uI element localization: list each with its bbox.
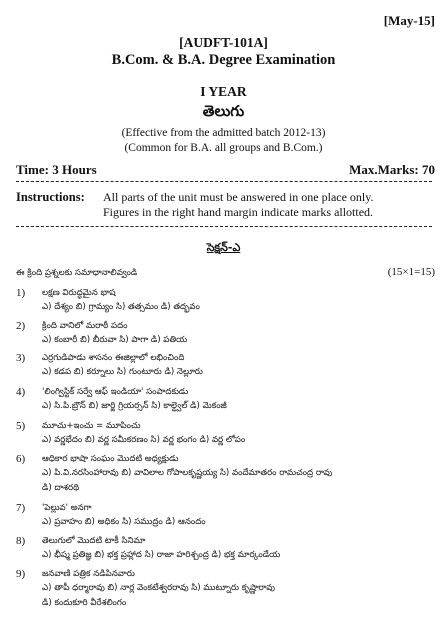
question-options: డి) కందుకూరి వీరేశలింగం: [42, 598, 127, 608]
time-label: Time: 3 Hours: [16, 162, 97, 177]
question-number: 6): [16, 453, 26, 465]
question-number: 7): [16, 502, 26, 514]
question-options: ఎ) ప్రవాహం బి) అధికం సి) సముద్రం డి) ఆనందం: [42, 517, 206, 527]
question-options: ఎ) సి.పి.బ్రౌన్ బి) జార్జి గ్రియర్సన్ సి) కాల్డ్వెల్ డి) మెకంజీ: [42, 401, 227, 411]
question-text: జనవాణి పత్రిక నడిపినవారు: [42, 569, 135, 579]
question-number: 1): [16, 287, 26, 299]
question-options: ఎ) వర్ణభేదం బి) వర్ణ సమీకరణం సి) వర్ణ భంగం డి) వర్ణ లోపం: [42, 435, 246, 445]
question-number: 5): [16, 420, 26, 432]
subject-title: తెలుగు: [202, 102, 245, 120]
question-text: ఎర్రగుడిపాడు శాసనం ఈజిల్లాలో లభించింది: [42, 353, 185, 363]
question-options: ఎ) కడప బి) కర్నూలు సి) గుంటూరు డి) నెల్లూరు: [42, 367, 203, 377]
question-options: ఎ) దేశ్యం బి) గ్రామ్యం సి) తత్సమం డి) తద్భవం: [42, 302, 200, 312]
question-text: 'పెల్లువ' అనగా: [42, 503, 92, 513]
question-options: ఎ) కంబారీ బి) బీరువా సి) పాగా డి) పతియ: [42, 335, 188, 345]
question-options: ఎ) భీష్మ ప్రతిజ్ఞ బి) భక్త ప్రహ్లాద సి) రాజా హరిశ్చంద్ర డి) భక్త మార్కండేయ: [42, 550, 281, 560]
question-text: 'లింగ్విస్టిక్ సర్వే ఆఫ్ ఇండియా' సంపాదకుడు: [42, 387, 189, 397]
section-instruction: ఈ క్రింది ప్రశ్నలకు సమాధానాలివ్వండి: [16, 268, 138, 278]
divider: [16, 226, 432, 227]
common-for: (Common for B.A. all groups and B.Com.): [124, 142, 323, 154]
exam-month: [May-15]: [383, 13, 435, 28]
question-number: 3): [16, 352, 26, 364]
instructions-text: [103, 190, 433, 220]
question-text: క్రింది వానిలో మరాఠీ పదం: [42, 321, 128, 331]
divider: [16, 181, 432, 182]
question-number: 2): [16, 320, 26, 332]
question-text: లక్షణ విరుద్ధమైన భాష: [42, 288, 116, 298]
instructions-label: Instructions:: [16, 190, 85, 204]
question-options: ఎ) తాపీ ధర్మారావు బి) నార్ల వెంకటేశ్వరరావు సి) ముట్నూరు కృష్ణారావు: [42, 583, 275, 593]
year-label: I YEAR: [200, 84, 247, 99]
effective-batch: (Effective from the admitted batch 2012-13): [121, 127, 326, 139]
instruction-line: All parts of the unit must be answered in one place only.: [103, 190, 374, 204]
instruction-line: Figures in the right hand margin indicate marks allotted.: [103, 205, 374, 219]
question-number: 4): [16, 386, 26, 398]
question-options: ఎ) పి.వి.నరసింహారావు బి) వావిలాల గోపాలకృష్ణయ్య సి) వందేమాతరం రామచంద్ర రావు: [42, 468, 333, 478]
question-text: ఆధికార భాషా సంఘం మొదటి అధ్యక్షుడు: [42, 454, 179, 464]
max-marks-label: Max.Marks: 70: [349, 162, 435, 177]
question-number: 8): [16, 535, 26, 547]
paper-code: [AUDFT-101A]: [179, 35, 268, 50]
question-number: 9): [16, 568, 26, 580]
section-marks: (15×1=15): [387, 266, 435, 278]
section-title: సెక్షన్-ఎ: [206, 241, 241, 254]
question-text: మూచు+ఇంచు = మూపించు: [42, 421, 141, 431]
exam-title: B.Com. & B.A. Degree Examination: [111, 52, 336, 68]
question-options: డి) దాశరథి: [42, 483, 80, 493]
question-text: తెలుగులో మొదటి టాకీ సినిమా: [42, 536, 146, 546]
